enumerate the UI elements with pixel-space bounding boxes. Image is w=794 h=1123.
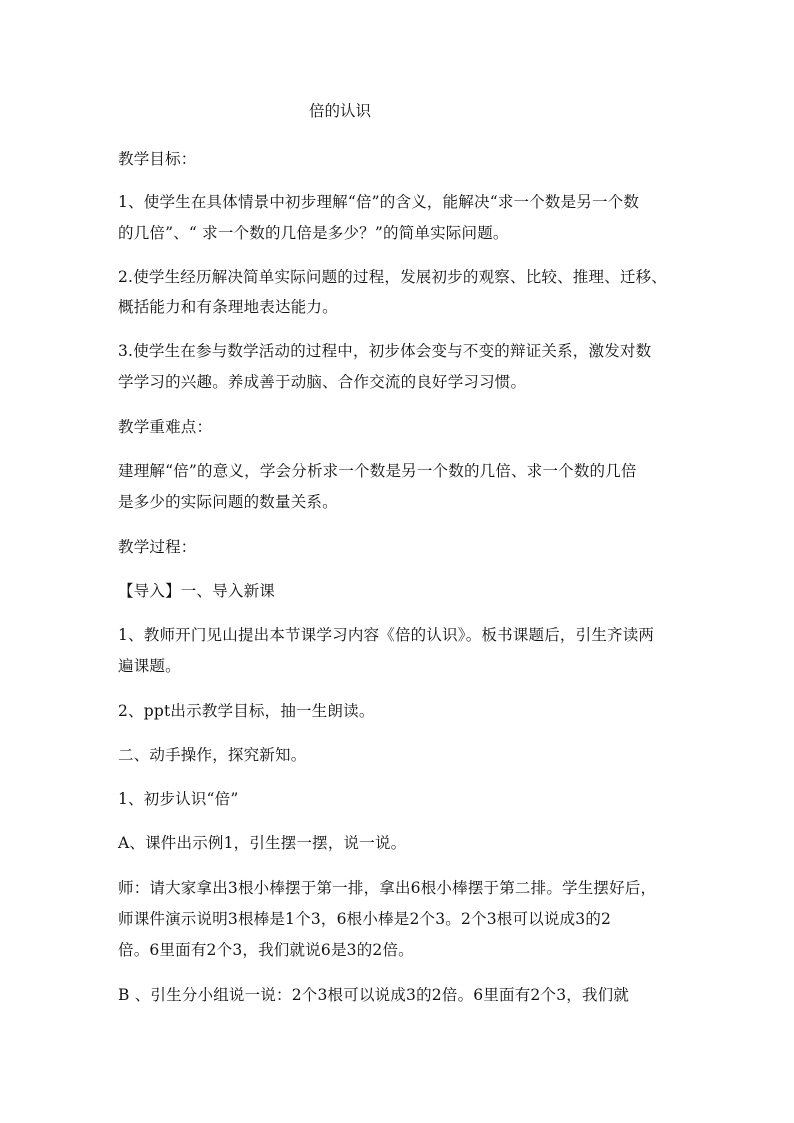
paragraph-line: 倍。6里面有2个3，我们就说6是3的2倍。 (118, 941, 414, 959)
paragraph-line: 2、ppt出示教学目标，抽一生朗读。 (118, 702, 375, 720)
subheading-first-recognition: 1、初步认识“倍” (118, 790, 239, 808)
paragraph-line: 1、使学生在具体情景中初步理解“倍”的含义，能解决“求一个数是另一个数 (118, 193, 640, 211)
paragraph-line: 师：请大家拿出3根小棒摆于第一排，拿出6根小棒摆于第二排。学生摆好后， (118, 879, 657, 897)
paragraph-line: 概括能力和有条理地表达能力。 (118, 298, 338, 316)
paragraph-line: 1、教师开门见山提出本节课学习内容《倍的认识》。板书课题后，引生齐读两 (118, 626, 655, 644)
paragraph-line: 2.使学生经历解决简单实际问题的过程，发展初步的观察、比较、推理、迁移、 (118, 268, 667, 286)
section-heading-objectives: 教学目标： (118, 150, 197, 168)
paragraph-line: 3.使学生在参与数学活动的过程中，初步体会变与不变的辩证关系，激发对数 (118, 342, 652, 360)
paragraph-line: 的几倍”、“ 求一个数的几倍是多少？”的简单实际问题。 (118, 224, 509, 242)
paragraph-line: 学学习的兴趣。养成善于动脑、合作交流的良好学习习惯。 (118, 373, 527, 391)
paragraph-line: 是多少的实际问题的数量关系。 (118, 493, 338, 511)
paragraph-line: 遍课题。 (118, 657, 181, 675)
section-heading-process: 教学过程： (118, 538, 197, 556)
paragraph-line: A、课件出示例1，引生摆一摆，说一说。 (118, 834, 407, 852)
subheading-hands-on: 二、动手操作，探究新知。 (118, 746, 307, 764)
paragraph-line: B 、引生分小组说一说：2个3根可以说成3的2倍。6里面有2个3，我们就 (118, 986, 630, 1004)
section-heading-key-points: 教学重难点： (118, 418, 213, 436)
document-title: 倍的认识 (309, 102, 372, 120)
paragraph-line: 建理解“倍”的意义，学会分析求一个数是另一个数的几倍、求一个数的几倍 (118, 462, 637, 480)
paragraph-line: 师课件演示说明3根棒是1个3，6根小棒是2个3。2个3根可以说成3的2 (118, 910, 612, 928)
subheading-intro: 【导入】一、导入新课 (118, 582, 276, 600)
